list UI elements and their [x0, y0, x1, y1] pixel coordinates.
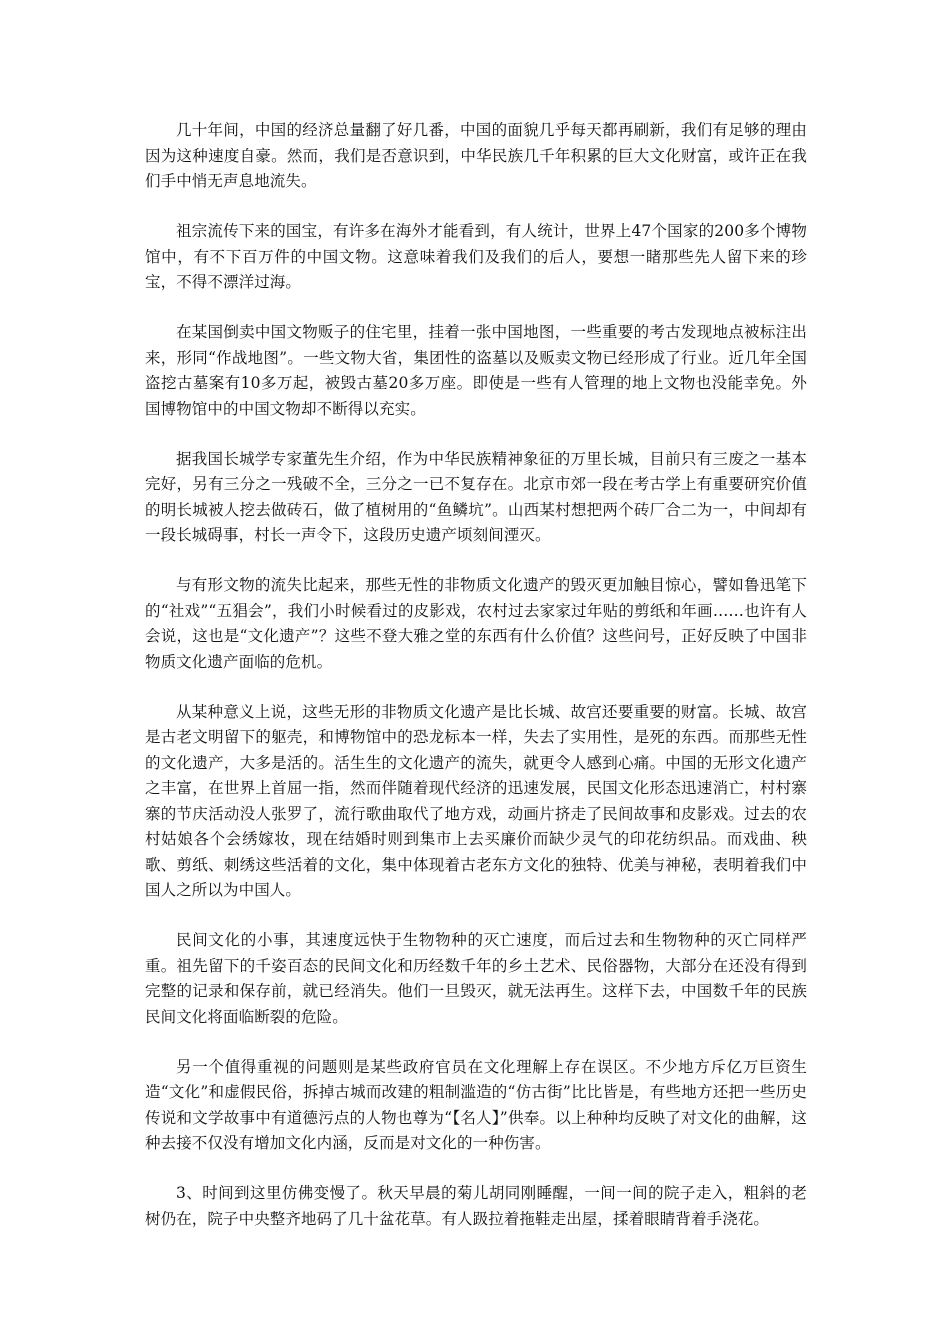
paragraph-officials-misunderstanding: 另一个值得重视的问题则是某些政府官员在文化理解上存在误区。不少地方斥亿万巨资生造“文化”和虚假民俗，拆掉古城而改建的粗制滥造的“仿古街”比比皆是，有些地方还把一些历史传说和文学故事中有道德污点的人物也尊为“【名人】”供奉。以上种种均反映了对文化的曲解，这种去接不仅没有增加文化内涵，反而是对文化的一种伤害。 [145, 1057, 807, 1152]
paragraph-relic-smuggling: 在某国倒卖中国文物贩子的住宅里，挂着一张中国地图，一些重要的考古发现地点被标注出来，形同“作战地图”。一些文物大省，集团性的盗墓以及贩卖文物已经形成了行业。近几年全国盗挖古墓案有10多万起，被毁古墓20多万座。即使是一些有人管理的地上文物也没能幸免。外国博物馆中的中国文物却不断得以充实。 [145, 323, 807, 418]
paragraph-intangible-heritage: 与有形文物的流失比起来，那些无性的非物质文化遗产的毁灭更加触目惊心，譬如鲁迅笔下的“社戏”“五猖会”，我们小时候看过的皮影戏，农村过去家家过年贴的剪纸和年画……也许有人会说，这也是“文化遗产”？这些不登大雅之堂的东西有什么价值？这些问号，正好反映了中国非物质文化遗产面临的危机。 [145, 576, 807, 671]
paragraph-economy-pride: 几十年间，中国的经济总量翻了好几番，中国的面貌几乎每天都再刷新，我们有足够的理由因为这种速度自豪。然而，我们是否意识到，中华民族几千年积累的巨大文化财富，或许正在我们手中悄无声息地流失。 [145, 121, 807, 190]
document-page [145, 118, 807, 1257]
paragraph-living-culture: 从某种意义上说，这些无形的非物质文化遗产是比长城、故宫还要重要的财富。长城、故宫是古老文明留下的躯壳，和博物馆中的恐龙标本一样，失去了实用性，是死的东西。而那些无性的文化遗产，大多是活的。活生生的文化遗产的流失，就更令人感到心痛。中国的无形文化遗产之丰富，在世界上首屈一指，然而伴随着现代经济的迅速发展，民国文化形态迅速消亡，村村寨寨的节庆活动没人张罗了，流行歌曲取代了地方戏，动画片挤走了民间故事和皮影戏。过去的农村姑娘各个会绣嫁妆，现在结婚时则到集市上去买廉价而缺少灵气的印花纺织品。而戏曲、秧歌、剪纸、刺绣这些活着的文化，集中体现着古老东方文化的独特、优美与神秘，表明着我们中国人之所以为中国人。 [145, 702, 807, 899]
paragraph-folk-culture-loss: 民间文化的小事，其速度远快于生物物种的灭亡速度，而后过去和生物物种的灭亡同样严重。祖先留下的千姿百态的民间文化和历经数千年的乡土艺术、民俗器物，大部分在还没有得到完整的记录和保存前，就已经消失。他们一旦毁灭，就无法再生。这样下去，中国数千年的民族民间文化将面临断裂的危险。 [145, 931, 807, 1026]
paragraph-treasures-overseas: 祖宗流传下来的国宝，有许多在海外才能看到，有人统计，世界上47个国家的200多个博物馆中，有不下百万件的中国文物。这意味着我们及我们的后人，要想一睹那些先人留下来的珍宝，不得不漂洋过海。 [145, 222, 807, 291]
paragraph-great-wall: 据我国长城学专家董先生介绍，作为中华民族精神象征的万里长城，目前只有三废之一基本完好，另有三分之一残破不全，三分之一已不复存在。北京市郊一段在考古学上有重要研究价值的明长城被人挖去做砖石，做了植树用的“鱼鳞坑”。山西某村想把两个砖厂合二为一，中间却有一段长城碍事，村长一声令下，这段历史遗产顷刻间湮灭。 [145, 449, 807, 544]
paragraph-juer-hutong: 3、时间到这里仿佛变慢了。秋天早晨的菊儿胡同刚睡醒，一间一间的院子走入，粗斜的老树仍在，院子中央整齐地码了几十盆花草。有人趿拉着拖鞋走出屋，揉着眼睛背着手浇花。 [145, 1184, 807, 1228]
